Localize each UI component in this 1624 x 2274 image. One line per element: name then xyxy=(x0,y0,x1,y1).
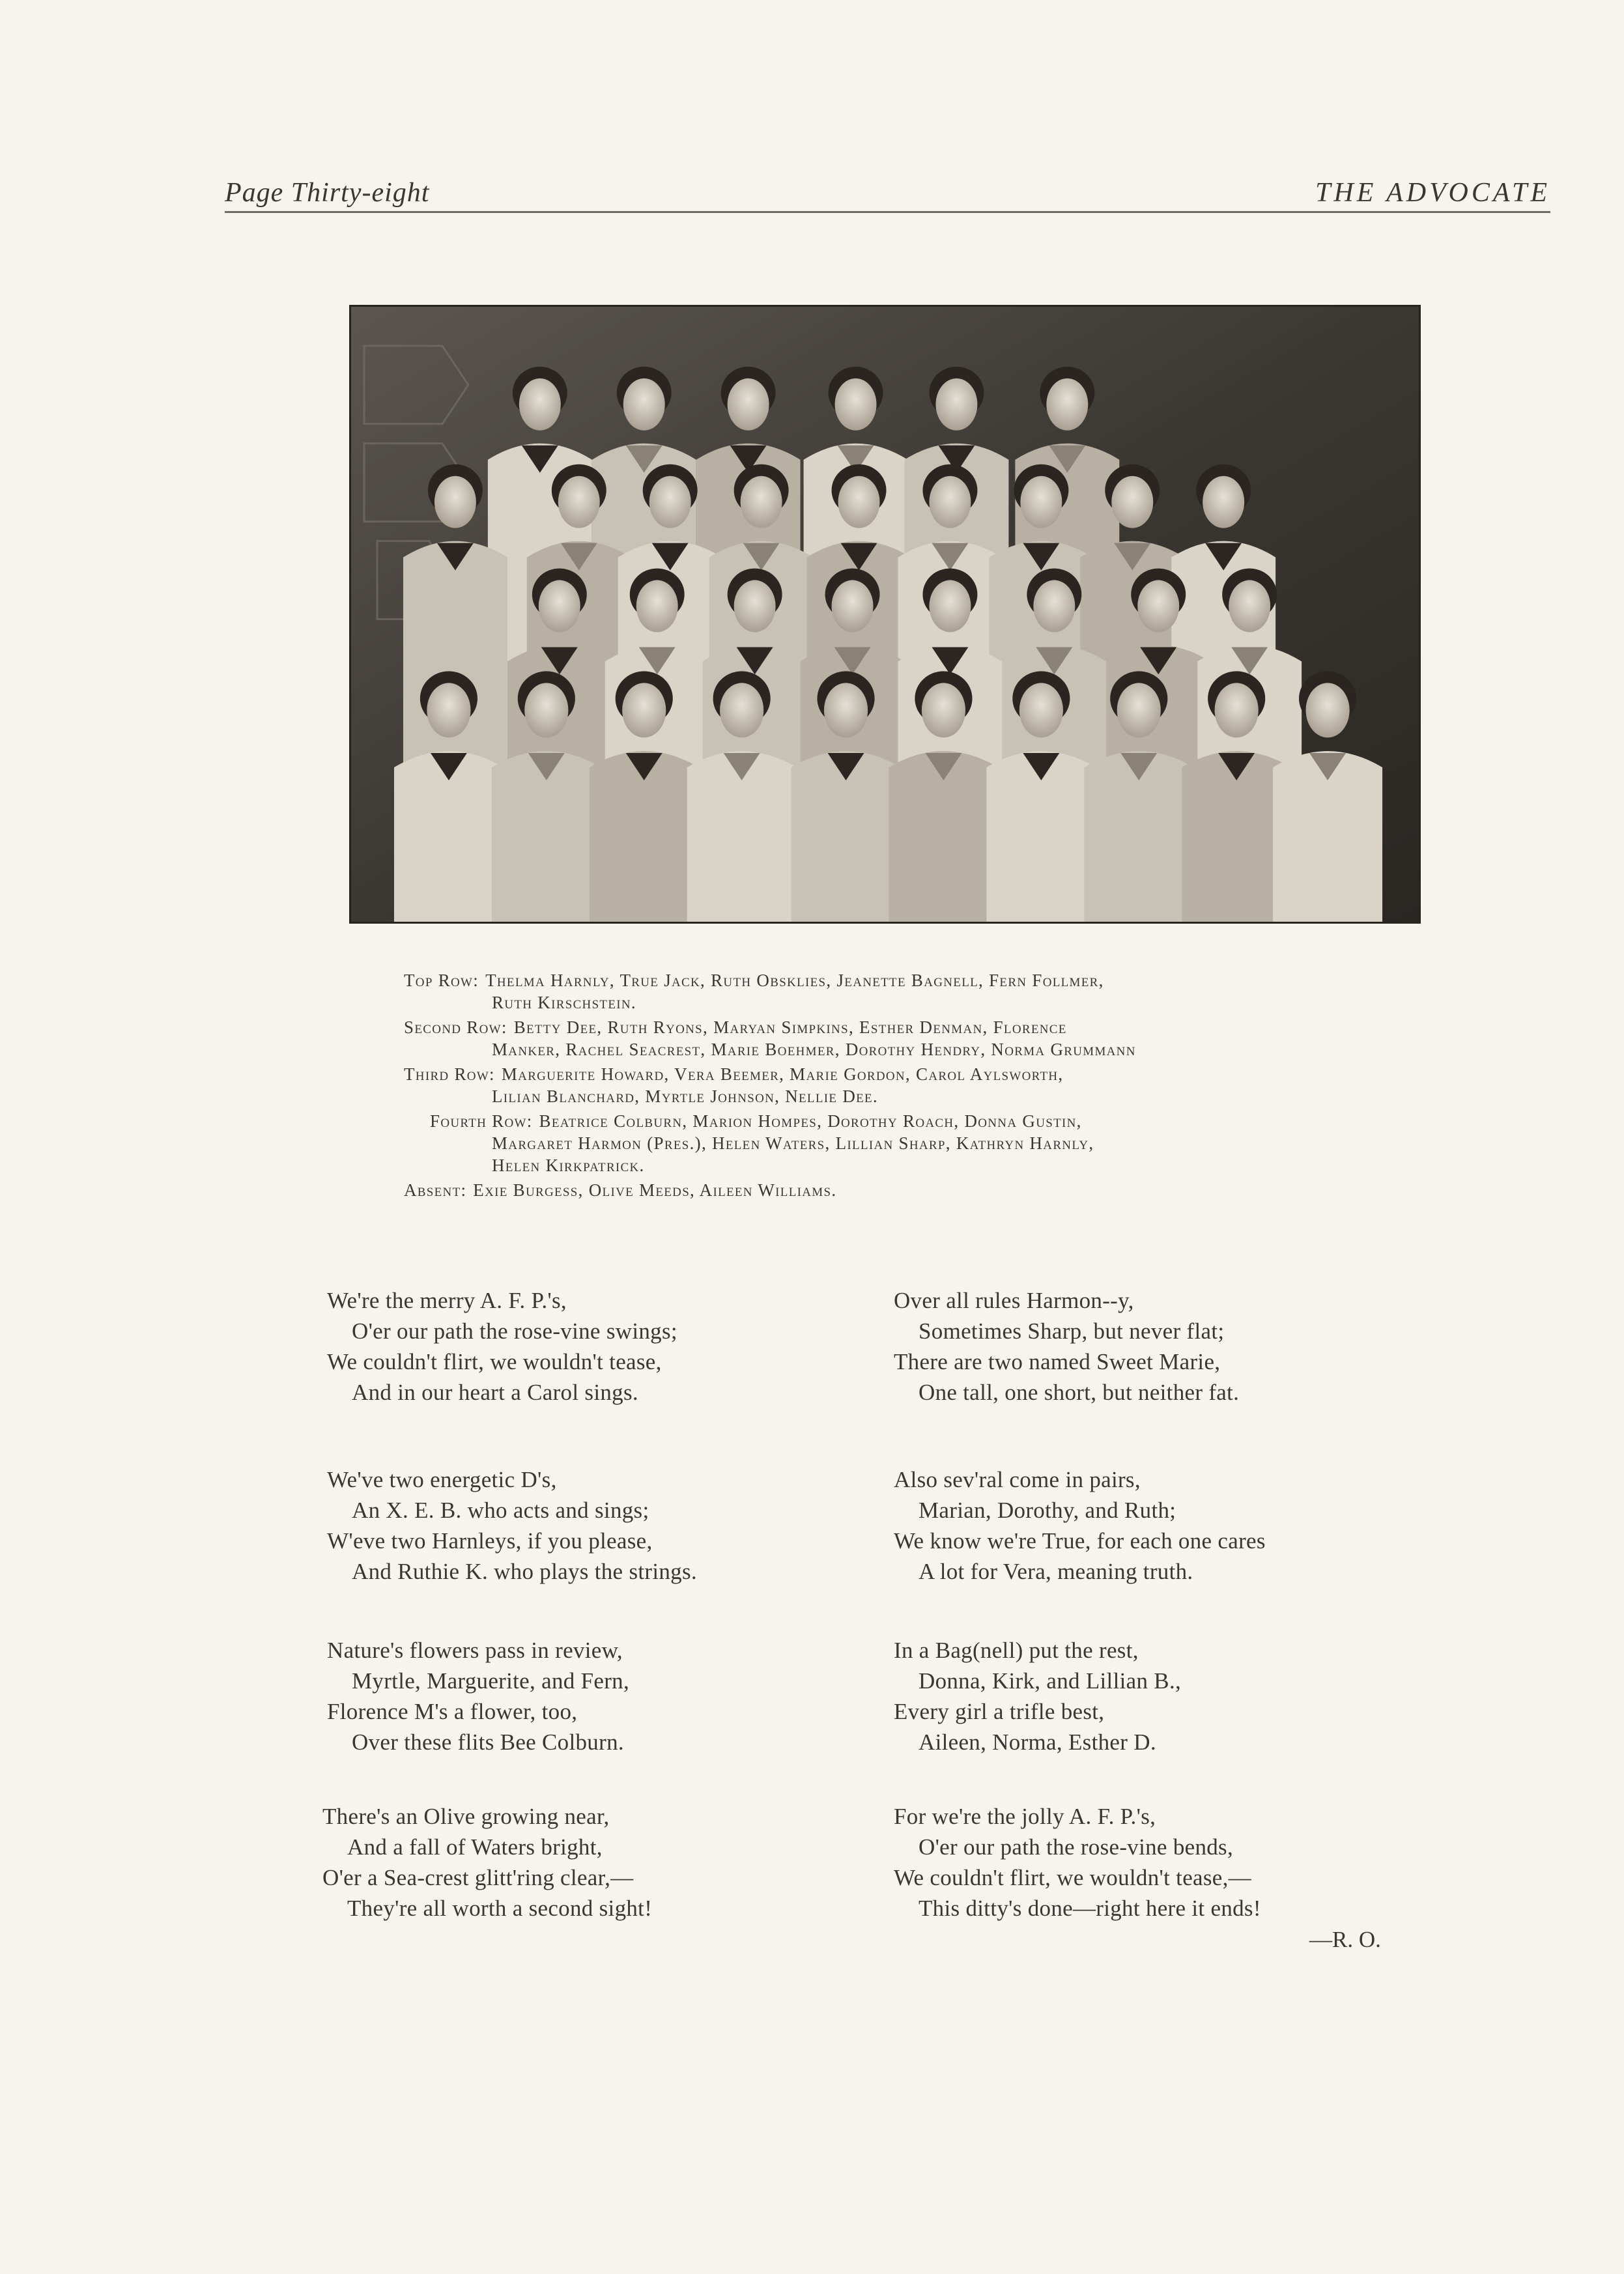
verse-line: We know we're True, for each one cares xyxy=(894,1528,1266,1554)
verse-line: We're the merry A. F. P.'s, xyxy=(327,1288,567,1313)
verse-line: They're all worth a second sight! xyxy=(347,1896,653,1921)
verse-line: And a fall of Waters bright, xyxy=(347,1834,603,1860)
verse-line: O'er a Sea-crest glitt'ring clear,— xyxy=(322,1865,634,1890)
verse-line: Nature's flowers pass in review, xyxy=(327,1638,623,1663)
caption-third-row xyxy=(404,1063,1378,1107)
verse-line: Over all rules Harmon--y, xyxy=(894,1288,1134,1313)
row-names-cont: Ruth Kirschstein. xyxy=(492,993,636,1012)
verse-line: Sometimes Sharp, but never flat; xyxy=(919,1318,1225,1344)
row-label: Absent: xyxy=(404,1180,467,1200)
verse-line: There are two named Sweet Marie, xyxy=(894,1349,1221,1374)
page-header xyxy=(225,175,1550,213)
poem-stanza-2 xyxy=(894,1285,1239,1408)
row-names: Betty Dee, Ruth Ryons, Maryan Simpkins, Esther Denman, Florence xyxy=(513,1017,1067,1037)
verse-line: O'er our path the rose-vine bends, xyxy=(919,1834,1234,1860)
poem-stanza-5 xyxy=(327,1635,629,1757)
verse-line: Florence M's a flower, too, xyxy=(327,1699,578,1724)
caption-absent xyxy=(404,1179,1378,1201)
verse-line: In a Bag(nell) put the rest, xyxy=(894,1638,1139,1663)
verse-line: An X. E. B. who acts and sings; xyxy=(352,1498,649,1523)
verse-line: Every girl a trifle best, xyxy=(894,1699,1105,1724)
row-names-cont: Lilian Blanchard, Myrtle Johnson, Nellie Dee. xyxy=(492,1087,878,1106)
caption-second-row xyxy=(404,1016,1378,1060)
row-label: Second Row: xyxy=(404,1017,507,1037)
poem-stanza-7 xyxy=(322,1801,652,1924)
verse-line: Over these flits Bee Colburn. xyxy=(352,1729,624,1755)
row-label: Top Row: xyxy=(404,971,479,990)
row-names-cont: Helen Kirkpatrick. xyxy=(492,1156,645,1175)
poem-stanza-4 xyxy=(894,1464,1266,1587)
verse-line: Donna, Kirk, and Lillian B., xyxy=(919,1668,1182,1694)
group-photograph xyxy=(349,305,1421,924)
row-label: Fourth Row: xyxy=(430,1111,533,1131)
verse-line: One tall, one short, but neither fat. xyxy=(919,1380,1240,1405)
row-names: Exie Burgess, Olive Meeds, Aileen Williams. xyxy=(473,1180,837,1200)
caption-fourth-row xyxy=(404,1110,1378,1176)
verse-line: W'eve two Harnleys, if you please, xyxy=(327,1528,653,1554)
verse-line: Myrtle, Marguerite, and Fern, xyxy=(352,1668,629,1694)
verse-line: We've two energetic D's, xyxy=(327,1467,557,1492)
photo-illustration xyxy=(351,307,1419,922)
poem-stanza-6 xyxy=(894,1635,1181,1757)
verse-line: O'er our path the rose-vine swings; xyxy=(352,1318,677,1344)
author-signature: —R. O. xyxy=(1309,1927,1381,1952)
row-names: Beatrice Colburn, Marion Hompes, Dorothy Roach, Donna Gustin, xyxy=(539,1111,1082,1131)
verse-line: We couldn't flirt, we wouldn't tease,— xyxy=(894,1865,1251,1890)
row-names-cont: Margaret Harmon (Pres.), Helen Waters, Lillian Sharp, Kathryn Harnly, xyxy=(492,1133,1094,1153)
verse-line: A lot for Vera, meaning truth. xyxy=(919,1559,1193,1584)
row-names-cont: Manker, Rachel Seacrest, Marie Boehmer, Dorothy Hendry, Norma Grummann xyxy=(492,1040,1136,1059)
poem-stanza-1 xyxy=(327,1285,677,1408)
verse-line: Also sev'ral come in pairs, xyxy=(894,1467,1141,1492)
verse-line: And in our heart a Carol sings. xyxy=(352,1380,638,1405)
row-label: Third Row: xyxy=(404,1064,495,1084)
verse-line: And Ruthie K. who plays the strings. xyxy=(352,1559,697,1584)
photo-caption xyxy=(404,969,1378,1204)
poem-stanza-8 xyxy=(894,1801,1261,1924)
verse-line: For we're the jolly A. F. P.'s, xyxy=(894,1804,1156,1829)
verse-line: Aileen, Norma, Esther D. xyxy=(919,1729,1156,1755)
row-names: Marguerite Howard, Vera Beemer, Marie Gordon, Carol Aylsworth, xyxy=(501,1064,1064,1084)
row-names: Thelma Harnly, True Jack, Ruth Obsklies, Jeanette Bagnell, Fern Follmer, xyxy=(485,971,1104,990)
verse-line: Marian, Dorothy, and Ruth; xyxy=(919,1498,1176,1523)
verse-line: There's an Olive growing near, xyxy=(322,1804,610,1829)
publication-title: THE ADVOCATE xyxy=(1315,178,1550,208)
poem-stanza-3 xyxy=(327,1464,697,1587)
verse-line: This ditty's done—right here it ends! xyxy=(919,1896,1261,1921)
verse-line: We couldn't flirt, we wouldn't tease, xyxy=(327,1349,662,1374)
page-number: Page Thirty-eight xyxy=(225,178,430,208)
caption-top-row xyxy=(404,969,1378,1014)
